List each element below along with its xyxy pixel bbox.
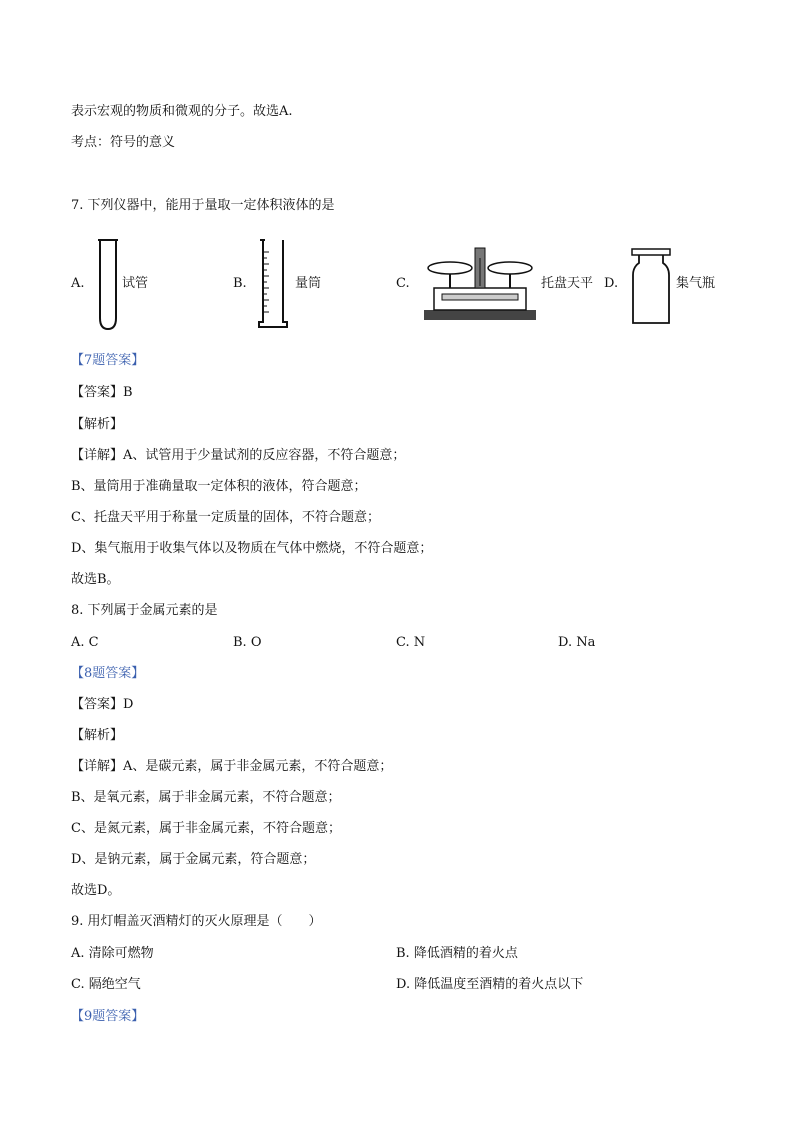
q8-explanation-line: D、是钠元素，属于金属元素，符合题意； (71, 852, 316, 867)
q9-stem: 9. 用灯帽盖灭酒精灯的灭火原理是（ ） (71, 914, 322, 929)
q7-analysis-title: 【解析】 (71, 417, 124, 432)
q7-option-c-letter: C. (396, 276, 410, 291)
q7-explanation-line: 【详解】A、试管用于少量试剂的反应容器，不符合题意； (71, 448, 406, 463)
gas-bottle-icon (630, 247, 672, 327)
test-tube-icon (97, 238, 119, 332)
q9-answer-title: 【9题答案】 (71, 1009, 145, 1024)
q7-explanation-line: 故选B。 (71, 572, 120, 587)
q7-option-c-label: 托盘天平 (541, 276, 594, 291)
q9-option-a: A. 清除可燃物 (71, 946, 154, 961)
q9-option-c: C. 隔绝空气 (71, 977, 141, 992)
q8-explanation-line: B、是氧元素，属于非金属元素，不符合题意； (71, 790, 341, 805)
q8-explanation-line: 故选D。 (71, 883, 121, 898)
q7-explanation-line: C、托盘天平用于称量一定质量的固体，不符合题意； (71, 510, 380, 525)
q7-option-d-label: 集气瓶 (676, 276, 716, 291)
q7-answer-title: 【7题答案】 (71, 353, 145, 368)
q7-stem: 7. 下列仪器中，能用于量取一定体积液体的是 (71, 198, 335, 213)
q7-answer: 【答案】B (71, 385, 133, 400)
q7-option-b-label: 量筒 (295, 276, 322, 291)
q7-explanation-line: B、量筒用于准确量取一定体积的液体，符合题意； (71, 479, 367, 494)
q8-explanation-line: C、是氮元素，属于非金属元素，不符合题意； (71, 821, 341, 836)
q8-analysis-title: 【解析】 (71, 728, 124, 743)
q8-option-b: B. O (233, 635, 262, 650)
q8-option-a: A. C (71, 635, 99, 650)
q8-option-d: D. Na (558, 635, 596, 650)
q8-explanation-line: 【详解】A、是碳元素，属于非金属元素，不符合题意； (71, 759, 393, 774)
q7-explanation-line: D、集气瓶用于收集气体以及物质在气体中燃烧，不符合题意； (71, 541, 433, 556)
q7-option-a-label: 试管 (122, 276, 149, 291)
q9-option-d: D. 降低温度至酒精的着火点以下 (396, 977, 584, 992)
balance-icon (420, 244, 540, 324)
q8-stem: 8. 下列属于金属元素的是 (71, 603, 218, 618)
q9-option-b: B. 降低酒精的着火点 (396, 946, 518, 961)
q7-option-d-letter: D. (604, 276, 619, 291)
q8-answer-title: 【8题答案】 (71, 666, 145, 681)
q8-answer: 【答案】D (71, 697, 134, 712)
prev-answer-kaodian: 考点：符号的意义 (71, 135, 176, 150)
prev-answer-text: 表示宏观的物质和微观的分子。故选A. (71, 104, 293, 119)
q7-option-a-letter: A. (71, 276, 85, 291)
q8-option-c: C. N (396, 635, 426, 650)
graduated-cylinder-icon (255, 238, 291, 330)
q7-option-b-letter: B. (233, 276, 247, 291)
